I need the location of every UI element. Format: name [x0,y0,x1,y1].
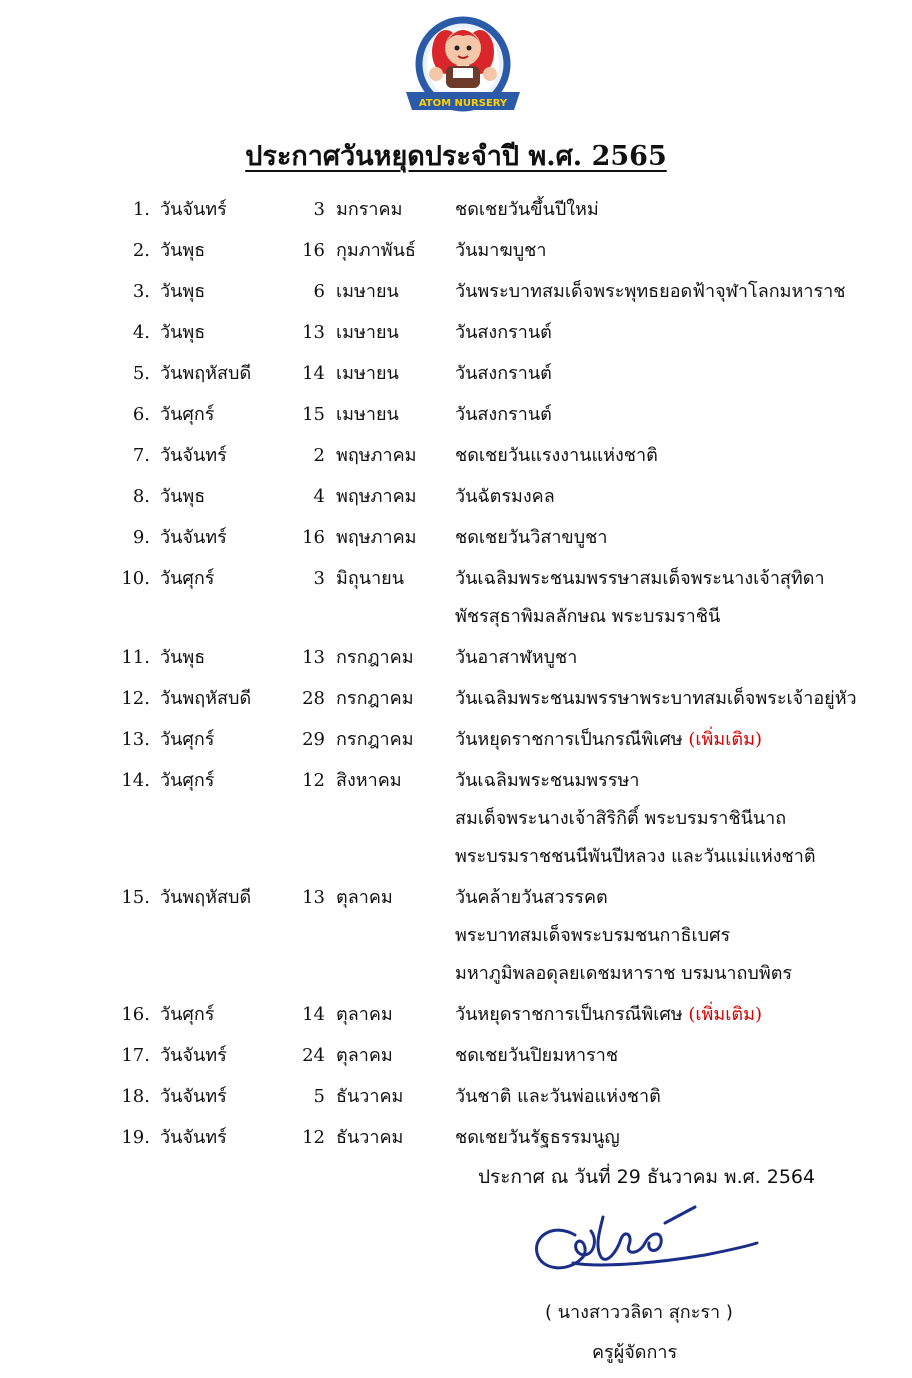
holiday-row [0,1119,912,1160]
holiday-number: 11. [121,647,150,668]
holiday-month: เมษายน [336,281,399,302]
holiday-weekday: วันศุกร์ [160,404,215,425]
holiday-number: 16. [121,1004,150,1025]
holiday-description-text: ชดเชยวันวิสาขบูชา [455,527,608,548]
holiday-description-text: วันอาสาฬหบูชา [455,647,578,668]
holiday-row [0,721,912,762]
holiday-row [0,639,912,680]
holiday-month: เมษายน [336,404,399,425]
holiday-description-line [455,800,816,838]
holiday-month: มกราคม [336,199,403,220]
holiday-weekday: วันพฤหัสบดี [160,887,252,908]
holiday-description-text: วันสงกรานต์ [455,322,552,343]
holiday-date: 15 [302,404,325,425]
holiday-description-line [455,1078,661,1116]
holiday-month: ตุลาคม [336,1004,393,1025]
holiday-month: กรกฎาคม [336,647,414,668]
holiday-description-line [455,955,792,993]
holiday-description-text: ชดเชยวันแรงงานแห่งชาติ [455,445,658,466]
holiday-number: 19. [121,1127,150,1148]
holiday-weekday: วันจันทร์ [160,527,227,548]
holiday-description [455,560,825,636]
holiday-month: มิถุนายน [336,568,405,589]
holiday-weekday: วันพุธ [160,240,206,261]
holiday-description-text: วันฉัตรมงคล [455,486,555,507]
holiday-row [0,437,912,478]
holiday-list [0,191,912,1160]
holiday-row [0,1078,912,1119]
holiday-month: พฤษภาคม [336,527,417,548]
holiday-description-line [455,355,552,393]
holiday-description [455,879,792,993]
holiday-number: 4. [132,322,150,343]
holiday-description [455,314,552,352]
holiday-number: 7. [132,445,150,466]
holiday-weekday: วันพฤหัสบดี [160,688,252,709]
holiday-weekday: วันศุกร์ [160,770,215,791]
holiday-description [455,437,658,475]
holiday-row [0,396,912,437]
holiday-description [455,191,599,229]
holiday-date: 3 [313,568,325,589]
holiday-row [0,478,912,519]
holiday-number: 6. [132,404,150,425]
holiday-month: เมษายน [336,322,399,343]
holiday-date: 3 [313,199,325,220]
holiday-row [0,560,912,639]
holiday-date: 16 [302,240,325,261]
holiday-date: 13 [302,322,325,343]
holiday-row [0,191,912,232]
holiday-description-text: พระบาทสมเด็จพระบรมชนกาธิเบศร [455,925,731,946]
holiday-weekday: วันจันทร์ [160,445,227,466]
page-title: ประกาศวันหยุดประจำปี พ.ศ. 2565 [245,141,667,172]
holiday-description-line [455,680,857,718]
holiday-weekday: วันพฤหัสบดี [160,363,252,384]
holiday-description-line [455,314,552,352]
holiday-description [455,519,608,557]
holiday-weekday: วันพุธ [160,281,206,302]
holiday-description [455,1119,620,1157]
holiday-weekday: วันจันทร์ [160,1086,227,1107]
holiday-description-line [455,1037,618,1075]
holiday-number: 8. [132,486,150,507]
holiday-description-line [455,721,762,759]
holiday-description-line [455,996,762,1034]
holiday-description-line [455,396,552,434]
holiday-month: ธันวาคม [336,1127,404,1148]
holiday-month: ตุลาคม [336,1045,393,1066]
holiday-description [455,1078,661,1116]
holiday-row [0,273,912,314]
holiday-description [455,762,816,876]
holiday-description-text: ชดเชยวันปิยมหาราช [455,1045,619,1066]
holiday-weekday: วันจันทร์ [160,1127,227,1148]
holiday-description-line [455,879,792,917]
holiday-description-text: วันมาฆบูชา [455,240,547,261]
holiday-description-text: พระบรมราชชนนีพันปีหลวง และวันแม่แห่งชาติ [455,846,816,867]
holiday-description-text: วันหยุดราชการเป็นกรณีพิเศษ [455,1004,683,1025]
holiday-description-text: วันสงกรานต์ [455,363,552,384]
holiday-date: 24 [302,1045,325,1066]
school-logo [398,14,528,124]
holiday-weekday: วันศุกร์ [160,729,215,750]
holiday-number: 5. [132,363,150,384]
holiday-description-text: มหาภูมิพลอดุลยเดชมหาราช บรมนาถบพิตร [455,963,793,984]
holiday-description-text: วันเฉลิมพระชนมพรรษาพระบาทสมเด็จพระเจ้าอยู่หัว [455,688,857,709]
holiday-date: 6 [313,281,325,302]
holiday-description [455,1037,618,1075]
holiday-description-line [455,838,816,876]
holiday-number: 18. [121,1086,150,1107]
holiday-description [455,721,762,759]
holiday-description-line [455,191,599,229]
holiday-description-line [455,598,825,636]
holiday-description-line [455,232,547,270]
holiday-weekday: วันพุธ [160,647,206,668]
holiday-weekday: วันจันทร์ [160,199,227,220]
holiday-number: 14. [121,770,150,791]
holiday-description-text: สมเด็จพระนางเจ้าสิริกิติ์ พระบรมราชินีนาถ [455,808,787,829]
holiday-description-text: วันชาติ และวันพ่อแห่งชาติ [455,1086,661,1107]
holiday-description-line [455,917,792,955]
holiday-month: ธันวาคม [336,1086,404,1107]
holiday-row [0,314,912,355]
holiday-date: 16 [302,527,325,548]
holiday-date: 29 [302,729,325,750]
holiday-number: 17. [121,1045,150,1066]
holiday-description-line [455,478,555,516]
holiday-weekday: วันศุกร์ [160,568,215,589]
holiday-description-line [455,1119,620,1157]
holiday-description-text: วันเฉลิมพระชนมพรรษาสมเด็จพระนางเจ้าสุทิดา [455,568,825,589]
holiday-description [455,396,552,434]
signer-name: ( นางสาววลิดา สุกะรา ) [545,1302,733,1323]
signature [525,1195,765,1290]
announcement-date: ประกาศ ณ วันที่ 29 ธันวาคม พ.ศ. 2564 [478,1166,816,1188]
holiday-number: 3. [132,281,150,302]
holiday-date: 14 [302,363,325,384]
holiday-description [455,355,552,393]
holiday-description-text: วันพระบาทสมเด็จพระพุทธยอดฟ้าจุฬาโลกมหาราช [455,281,846,302]
holiday-date: 28 [302,688,325,709]
holiday-month: กรกฎาคม [336,729,414,750]
holiday-row [0,879,912,996]
holiday-weekday: วันศุกร์ [160,1004,215,1025]
holiday-description [455,273,845,311]
holiday-row [0,519,912,560]
holiday-month: เมษายน [336,363,399,384]
holiday-description-text: ชดเชยวันรัฐธรรมนูญ [455,1127,620,1148]
holiday-month: ตุลาคม [336,887,393,908]
holiday-description-line [455,560,825,598]
holiday-description-line [455,519,608,557]
holiday-date: 13 [302,887,325,908]
holiday-description-text: วันเฉลิมพระชนมพรรษา [455,770,640,791]
holiday-row [0,680,912,721]
holiday-row [0,232,912,273]
holiday-date: 13 [302,647,325,668]
holiday-description-text: วันหยุดราชการเป็นกรณีพิเศษ [455,729,683,750]
holiday-description [455,478,555,516]
holiday-month: พฤษภาคม [336,486,417,507]
holiday-month: พฤษภาคม [336,445,417,466]
holiday-date: 2 [313,445,325,466]
holiday-month: กุมภาพันธ์ [336,240,416,261]
logo-text: ATOM NURSERY [418,98,508,109]
holiday-weekday: วันพุธ [160,322,206,343]
holiday-date: 12 [302,1127,325,1148]
holiday-description-line [455,273,845,311]
holiday-weekday: วันพุธ [160,486,206,507]
holiday-number: 13. [121,729,150,750]
holiday-number: 15. [121,887,150,908]
holiday-number: 1. [132,199,150,220]
holiday-date: 5 [313,1086,325,1107]
holiday-weekday: วันจันทร์ [160,1045,227,1066]
holiday-description [455,680,857,718]
holiday-number: 2. [132,240,150,261]
holiday-description [455,996,762,1034]
holiday-description [455,232,547,270]
holiday-row [0,355,912,396]
holiday-number: 10. [121,568,150,589]
holiday-description-text: วันคล้ายวันสวรรคต [455,887,608,908]
holiday-month: สิงหาคม [336,770,402,791]
holiday-description-text: พัชรสุธาพิมลลักษณ พระบรมราชินี [455,606,721,627]
holiday-row [0,996,912,1037]
holiday-note: (เพิ่มเติม) [688,1004,763,1025]
holiday-date: 14 [302,1004,325,1025]
holiday-date: 12 [302,770,325,791]
holiday-description-line [455,762,816,800]
holiday-number: 12. [121,688,150,709]
holiday-description-line [455,639,577,677]
signer-position: ครูผู้จัดการ [592,1342,678,1363]
holiday-row [0,1037,912,1078]
holiday-description-text: วันสงกรานต์ [455,404,552,425]
holiday-row [0,762,912,879]
holiday-date: 4 [313,486,325,507]
holiday-description-line [455,437,658,475]
holiday-note: (เพิ่มเติม) [688,729,763,750]
holiday-description-text: ชดเชยวันขึ้นปีใหม่ [455,199,599,220]
holiday-description [455,639,577,677]
holiday-number: 9. [132,527,150,548]
holiday-month: กรกฎาคม [336,688,414,709]
